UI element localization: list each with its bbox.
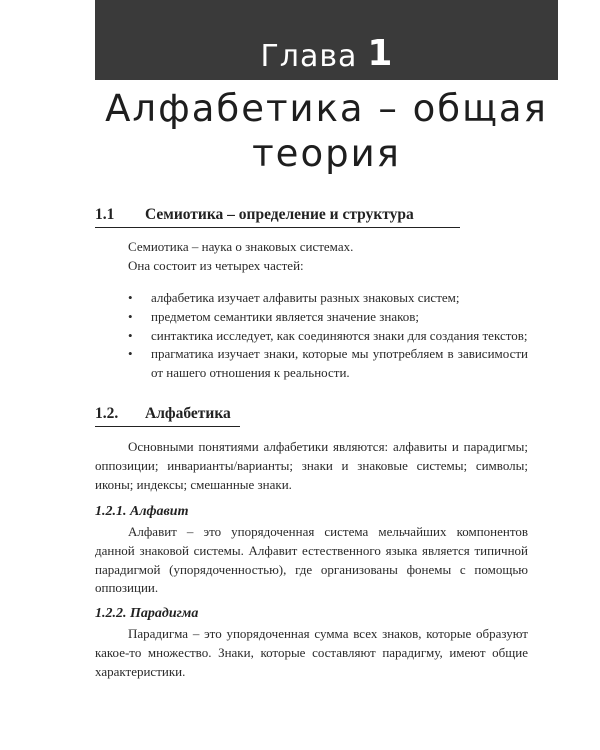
- section-1-2-paragraph: Основными понятиями алфабетики являются: алфавиты и парадигмы; оппозиции; инварианты/варианты; знаки и знаковые системы; символы; иконы; индексы; смешанные знаки.: [95, 439, 528, 492]
- bullet-icon: •: [128, 308, 133, 324]
- intro-line-2: Она состоит из четырех частей:: [128, 258, 304, 273]
- bullet-list: [128, 289, 528, 383]
- subsection-heading-1-2-1: 1.2.1. Алфавит: [95, 504, 189, 519]
- subsection-1-2-1-paragraph: Алфавит – это упорядоченная система мельчайших компонентов данной знаковой системы. Алфавит естественного языка является типичной парадигмой (упорядоченностью), где организованы фонемы с помощью оппозиции.: [95, 524, 528, 596]
- section-heading-1-2: [95, 402, 240, 427]
- section-title: Алфабетика: [145, 405, 231, 422]
- list-item-text: прагматика изучает знаки, которые мы употребляем в зависимости от нашего отношения к реальности.: [151, 346, 528, 381]
- list-item: [128, 327, 528, 346]
- list-item: [128, 345, 528, 383]
- subsection-1-2-2-paragraph: Парадигма – это упорядоченная сумма всех знаков, которые образуют какое-то множество. Знаки, которые составляют парадигму, имеют общие характеристики.: [95, 626, 528, 679]
- section-heading-1-1: [95, 203, 460, 228]
- bullet-icon: •: [128, 327, 133, 343]
- chapter-header: [95, 0, 558, 80]
- subsection-heading-1-2-2: 1.2.2. Парадигма: [95, 606, 199, 621]
- bullet-icon: •: [128, 290, 133, 305]
- section-title: Семиотика – определение и структура: [145, 206, 414, 223]
- list-item: [128, 308, 528, 327]
- chapter-number: 1: [367, 33, 393, 74]
- list-item-text: алфабетика изучает алфавиты разных знаковых систем;: [151, 290, 460, 305]
- list-item-text: синтактика исследует, как соединяются знаки для создания текстов;: [151, 327, 528, 343]
- intro-line-1: Семиотика – наука о знаковых системах.: [128, 239, 354, 254]
- section-number: 1.1: [95, 206, 115, 223]
- chapter-title-line-2: теория: [252, 132, 401, 175]
- section-number: 1.2.: [95, 405, 119, 422]
- chapter-label: Глава: [260, 39, 358, 74]
- chapter-title-line-1: Алфабетика – общая: [105, 87, 548, 130]
- list-item: [128, 289, 528, 308]
- list-item-text: предметом семантики является значение знаков;: [151, 308, 420, 324]
- bullet-icon: •: [128, 346, 133, 362]
